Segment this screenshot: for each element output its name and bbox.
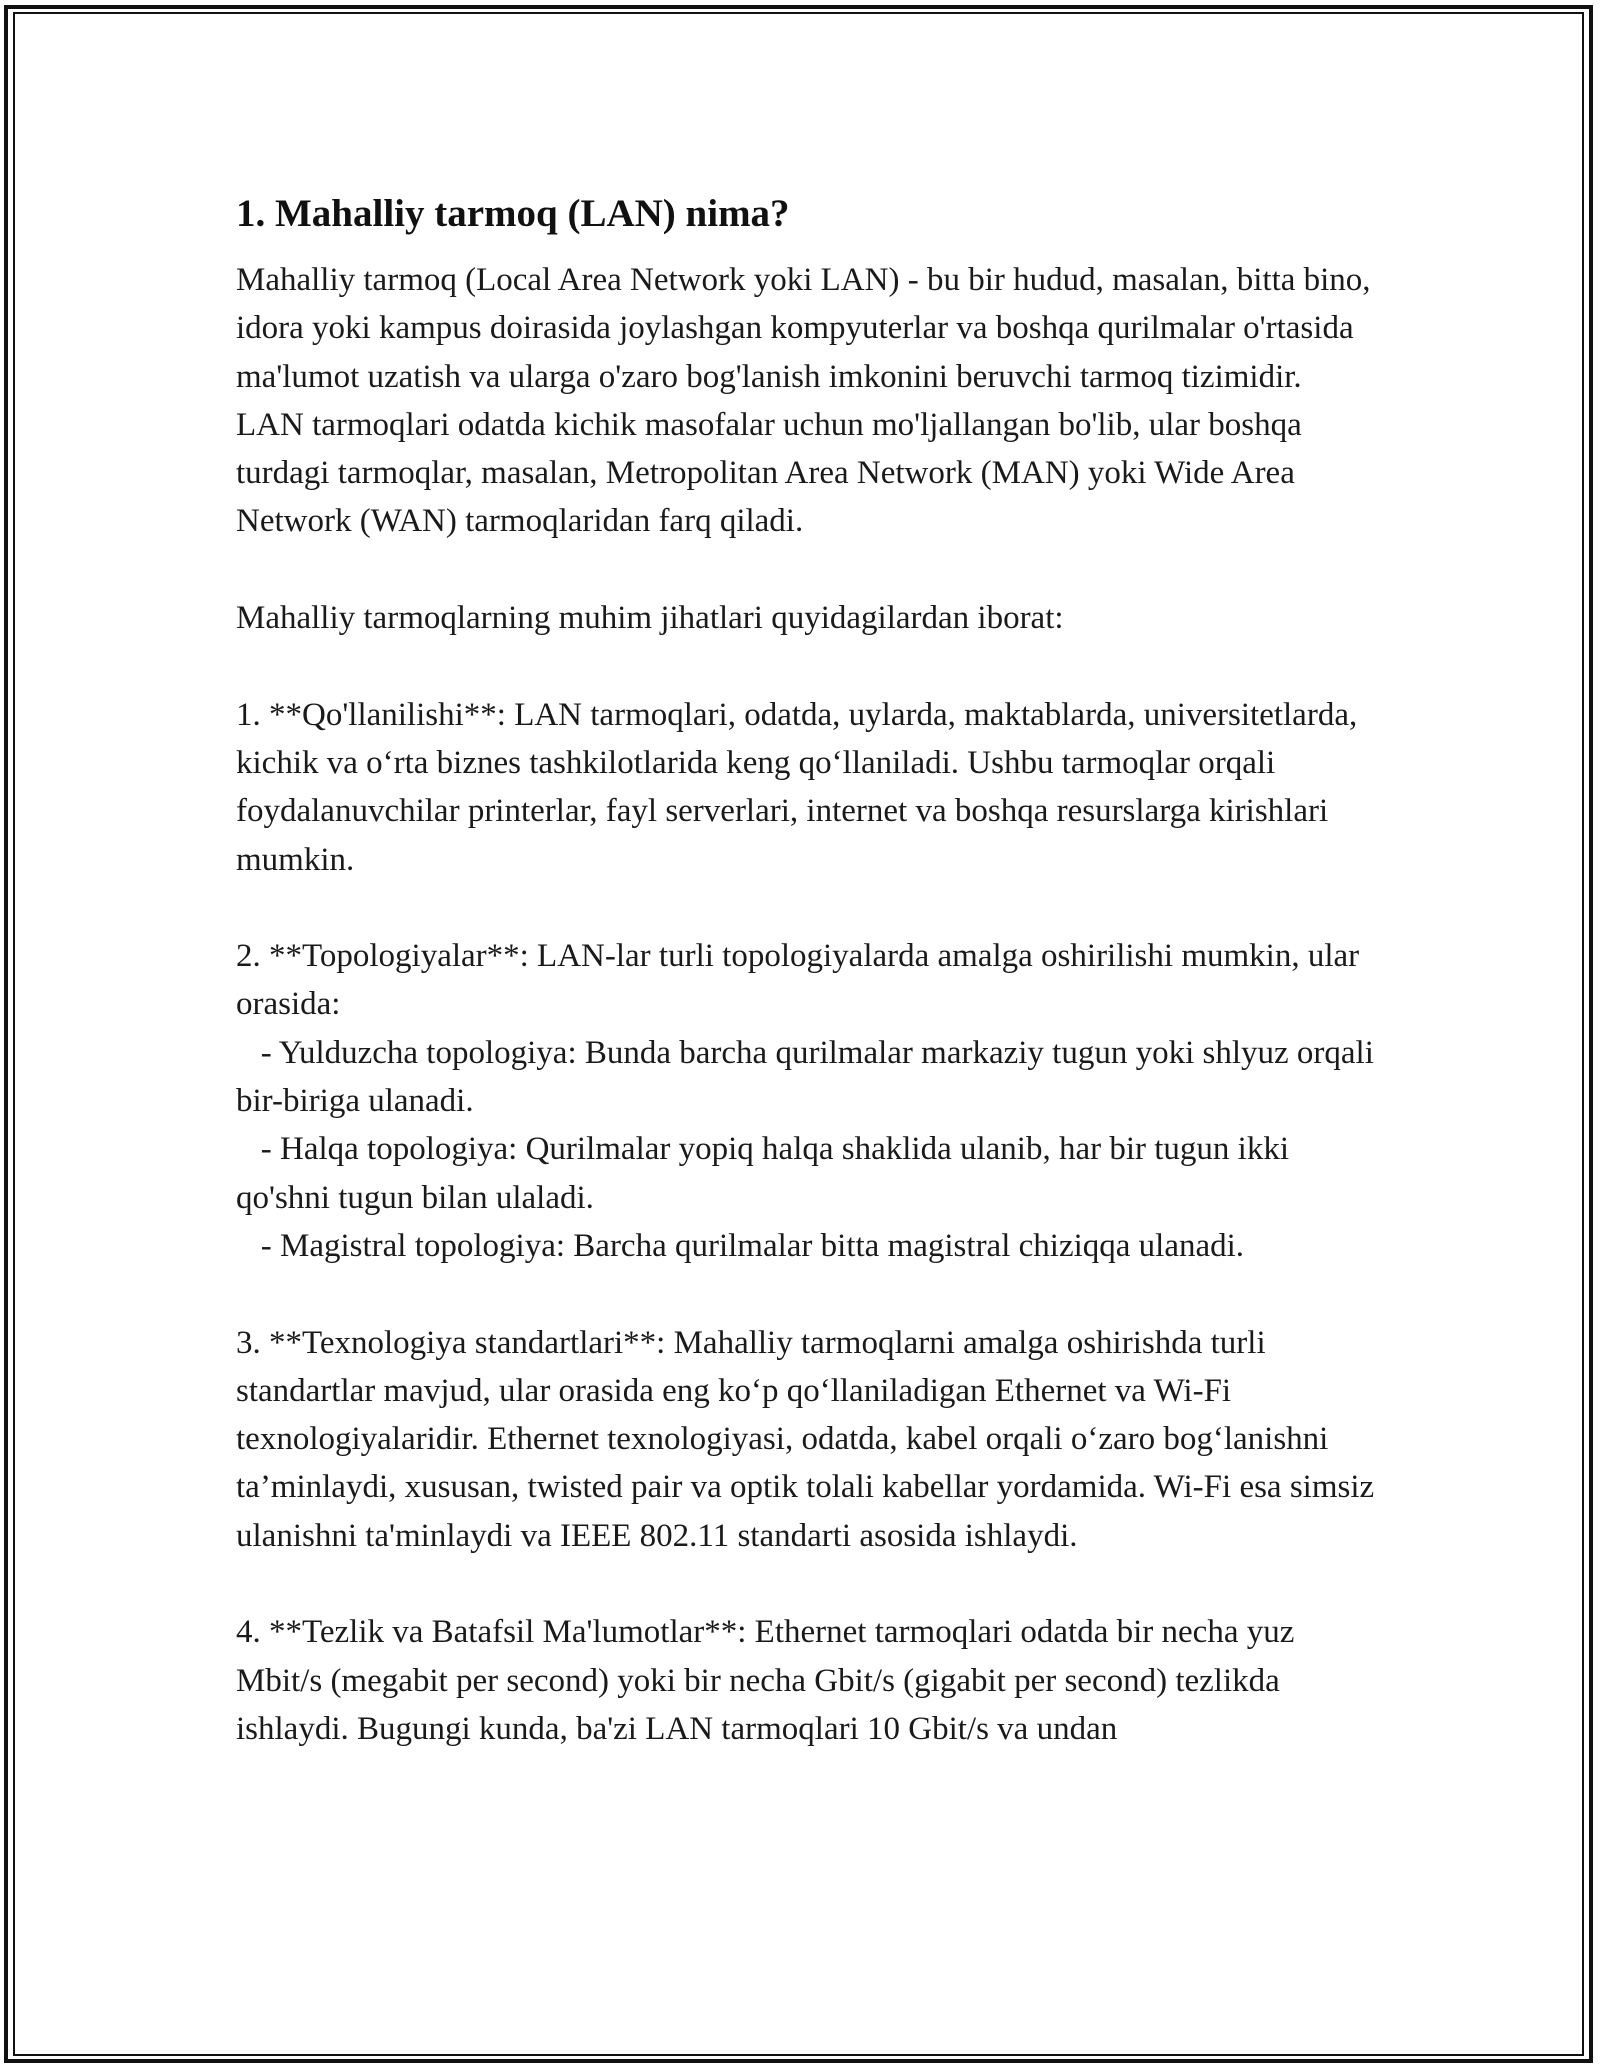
section-heading: 1. Mahalliy tarmoq (LAN) nima? xyxy=(236,192,790,235)
intro-paragraph: Mahalliy tarmoq (Local Area Network yoki LAN) - bu bir hudud, masalan, bitta bino, idora yoki kampus doirasida joylashgan kompyuterlar va boshqa qurilmalar o'rtasida ma'lumot uzatish va ularga o'zaro bog'lanish imkonini beruvchi tarmoq tizimidir. LAN tarmoqlari odatda kichik masofalar uchun mo'ljallangan bo'lib, ular boshqa turdagi tarmoqlar, masalan, Metropolitan Area Network (MAN) yoki Wide Area Network (WAN) tarmoqlaridan farq qiladi. xyxy=(236,262,1379,540)
paragraph-gap xyxy=(236,642,1376,690)
paragraph-gap xyxy=(236,884,1376,932)
list-item-usage: 1. **Qo'llanilishi**: LAN tarmoqlari, odatda, uylarda, maktablarda, universitetlarda, kichik va o‘rta biznes tashkilotlarida keng qo‘llaniladi. Ushbu tarmoqlar orqali foydalanuvchilar printerlar, fayl serverlari, internet va boshqa resurslarga kirishlari mumkin. xyxy=(236,696,1366,878)
list-item-standards: 3. **Texnologiya standartlari**: Mahalliy tarmoqlarni amalga oshirishda turli standartlar mavjud, ular orasida eng ko‘p qo‘llaniladigan Ethernet va Wi-Fi texnologiyalaridir. Ethernet texnologiyasi, odatda, kabel orqali o‘zaro bog‘lanishni ta’minlaydi, xususan, twisted pair va optik tolali kabellar yordamida. Wi-Fi esa simsiz ulanishni ta'minlaydi va IEEE 802.11 standarti asosida ishlaydi. xyxy=(236,1324,1383,1554)
list-item-topologies: 2. **Topologiyalar**: LAN-lar turli topologiyalarda amalga oshirilishi mumkin, ular orasida: xyxy=(236,938,1368,1023)
paragraph-gap xyxy=(236,546,1376,594)
sub-item-star-topology: - Yulduzcha topologiya: Bunda barcha qurilmalar markaziy tugun yoki shlyuz orqali bir-biriga ulanadi. xyxy=(236,1034,1383,1120)
sub-item-bus-topology: - Magistral topologiya: Barcha qurilmalar bitta magistral chiziqqa ulanadi. xyxy=(236,1227,1245,1264)
document-body xyxy=(236,188,1383,1753)
sub-item-ring-topology: - Halqa topologiya: Qurilmalar yopiq halqa shaklida ulanib, har bir tugun ikki qo'shni tugun bilan ulaladi. xyxy=(236,1131,1298,1216)
paragraph-gap xyxy=(236,1560,1376,1608)
paragraph-gap xyxy=(236,1270,1376,1318)
aspects-intro-paragraph: Mahalliy tarmoqlarning muhim jihatlari quyidagilardan iborat: xyxy=(236,600,1064,637)
list-item-speed: 4. **Tezlik va Batafsil Ma'lumotlar**: Ethernet tarmoqlari odatda bir necha yuz Mbit/s (megabit per second) yoki bir necha Gbit/s (gigabit per second) tezlikda ishlaydi. Bugungi kunda, ba'zi LAN tarmoqlari 10 Gbit/s va undan xyxy=(236,1614,1303,1747)
